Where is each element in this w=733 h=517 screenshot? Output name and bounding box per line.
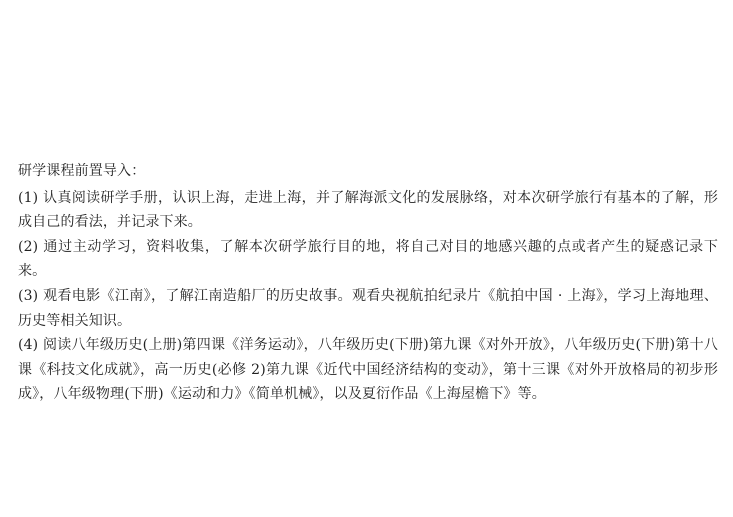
list-item-3: (3) 观看电影《江南》，了解江南造船厂的历史故事。观看央视航拍纪录片《航拍中国 · 上海》，学习上海地理、历史等相关知识。: [18, 287, 718, 329]
list-item-2: (2) 通过主动学习，资料收集，了解本次研学旅行目的地，将自己对目的地感兴趣的点或者产生的疑惑记录下来。: [18, 238, 718, 280]
list-item-4: (4) 阅读八年级历史(上册)第四课《洋务运动》，八年级历史(下册)第九课《对外开放》，八年级历史(下册)第十八课《科技文化成就》，高一历史(必修 2)第九课《近代中国经济结构的变动》，第十三课《对外开放格局的初步形成》，八年级物理(下册)《运动和力》《简单机械》，以及夏衍作品《上海屋檐下》等。: [18, 337, 718, 403]
list-item-1: (1) 认真阅读研学手册，认识上海，走进上海，并了解海派文化的发展脉络，对本次研学旅行有基本的了解，形成自己的看法，并记录下来。: [18, 189, 718, 231]
section-heading: 研学课程前置导入：: [18, 163, 146, 179]
document-content: [18, 159, 718, 407]
